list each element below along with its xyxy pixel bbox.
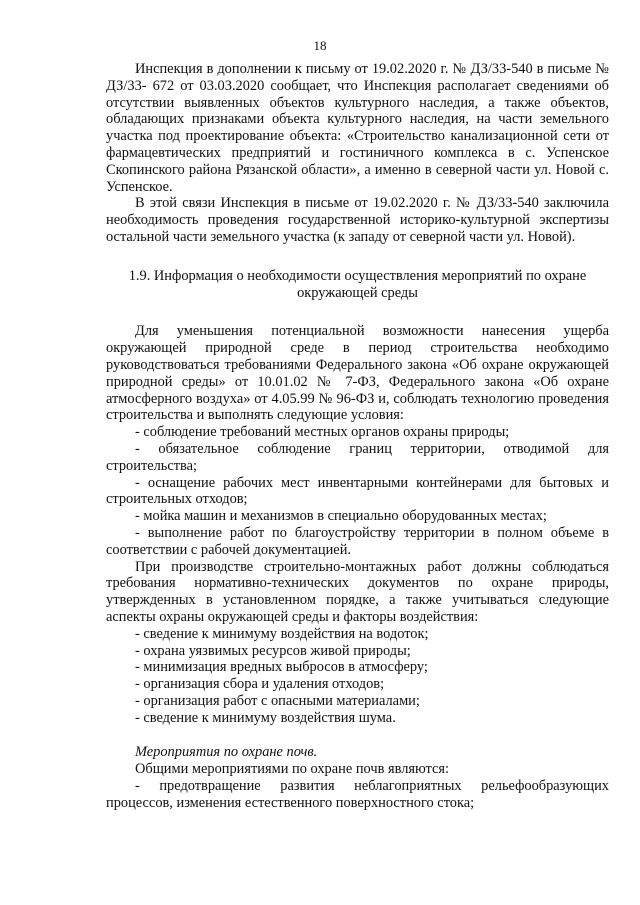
list-item-aspect: - сведение к минимуму воздействия на водоток; xyxy=(135,625,429,642)
list-item-soil-measure: - предотвращение развития неблагоприятных рельефообразующих процессов, изменения естественного поверхностного стока; xyxy=(106,778,609,811)
paragraph-construction-requirements: При производстве строительно-монтажных работ должны соблюдаться требования нормативно-технических документов по охране природы, утвержденных в установленном порядке, а также учитываться следующие аспекты охраны окружающей среды и факторы воздействия: xyxy=(106,558,609,625)
list-item-condition: - обязательное соблюдение границ территории, отводимой для строительства; xyxy=(106,440,609,474)
list-item-aspect: - организация работ с опасными материалами; xyxy=(135,692,420,709)
paragraph-inspection-conclusion: В этой связи Инспекция в письме от 19.02.2020 г. № ДЗ/33-540 заключила необходимость проведения государственной историко-культурной экспертизы остальной части земельного участка (к западу от северной части ул. Новой). xyxy=(106,195,609,245)
page-content xyxy=(106,61,609,812)
list-item-aspect: - сведение к минимуму воздействия шума. xyxy=(135,709,396,726)
subsection-title-soil: Мероприятия по охране почв. xyxy=(135,744,318,761)
paragraph-environment-intro: Для уменьшения потенциальной возможности нанесения ущерба окружающей природной среде в период строительства необходимо руководствоваться требованиями Федерального закона «Об охране окружающей природной среды» от 10.01.02 № 7-ФЗ, Федерального закона «Об охране атмосферного воздуха» от 4.05.99 № 96-ФЗ и, соблюдать технологию проведения строительства и выполнять следующие условия: xyxy=(106,323,609,424)
list-item-aspect: - охрана уязвимых ресурсов живой природы; xyxy=(135,642,411,659)
list-item-condition: - мойка машин и механизмов в специально оборудованных местах; xyxy=(135,508,547,525)
list-item-aspect: - минимизация вредных выбросов в атмосферу; xyxy=(135,659,428,676)
list-item-condition: - оснащение рабочих мест инвентарными контейнерами для бытовых и строительных отходов; xyxy=(106,474,609,508)
spacer xyxy=(106,301,609,323)
spacer xyxy=(106,246,609,268)
list-item-condition: - выполнение работ по благоустройству территории в полном объеме в соответствии с рабочей документацией. xyxy=(106,524,609,558)
spacer xyxy=(106,726,609,744)
page-number: 18 xyxy=(313,38,327,53)
section-heading-line-2: окружающей среды xyxy=(297,284,418,301)
paragraph-inspection-letter: Инспекция в дополнении к письму от 19.02.2020 г. № ДЗ/33-540 в письме № ДЗ/33- 672 от 03.03.2020 сообщает, что Инспекция располагает сведениями об отсутствии выявленных объектов культурного наследия, а также объектов, обладающих признаками объекта культурного наследия, на части земельного участка под проектирование объекта: «Строительство канализационной сети от фармацевтических предприятий и гостиничного комплекса в с. Успенское Скопинского района Рязанской области», а именно в северной части ул. Новой с. Успенское. xyxy=(106,61,609,195)
paragraph-soil-intro: Общими мероприятиями по охране почв являются: xyxy=(135,761,450,778)
section-heading-line-1: 1.9. Информация о необходимости осуществления мероприятий по охране xyxy=(128,267,587,284)
list-item-aspect: - организация сбора и удаления отходов; xyxy=(135,676,385,693)
list-item-condition: - соблюдение требований местных органов охраны природы; xyxy=(135,424,510,441)
